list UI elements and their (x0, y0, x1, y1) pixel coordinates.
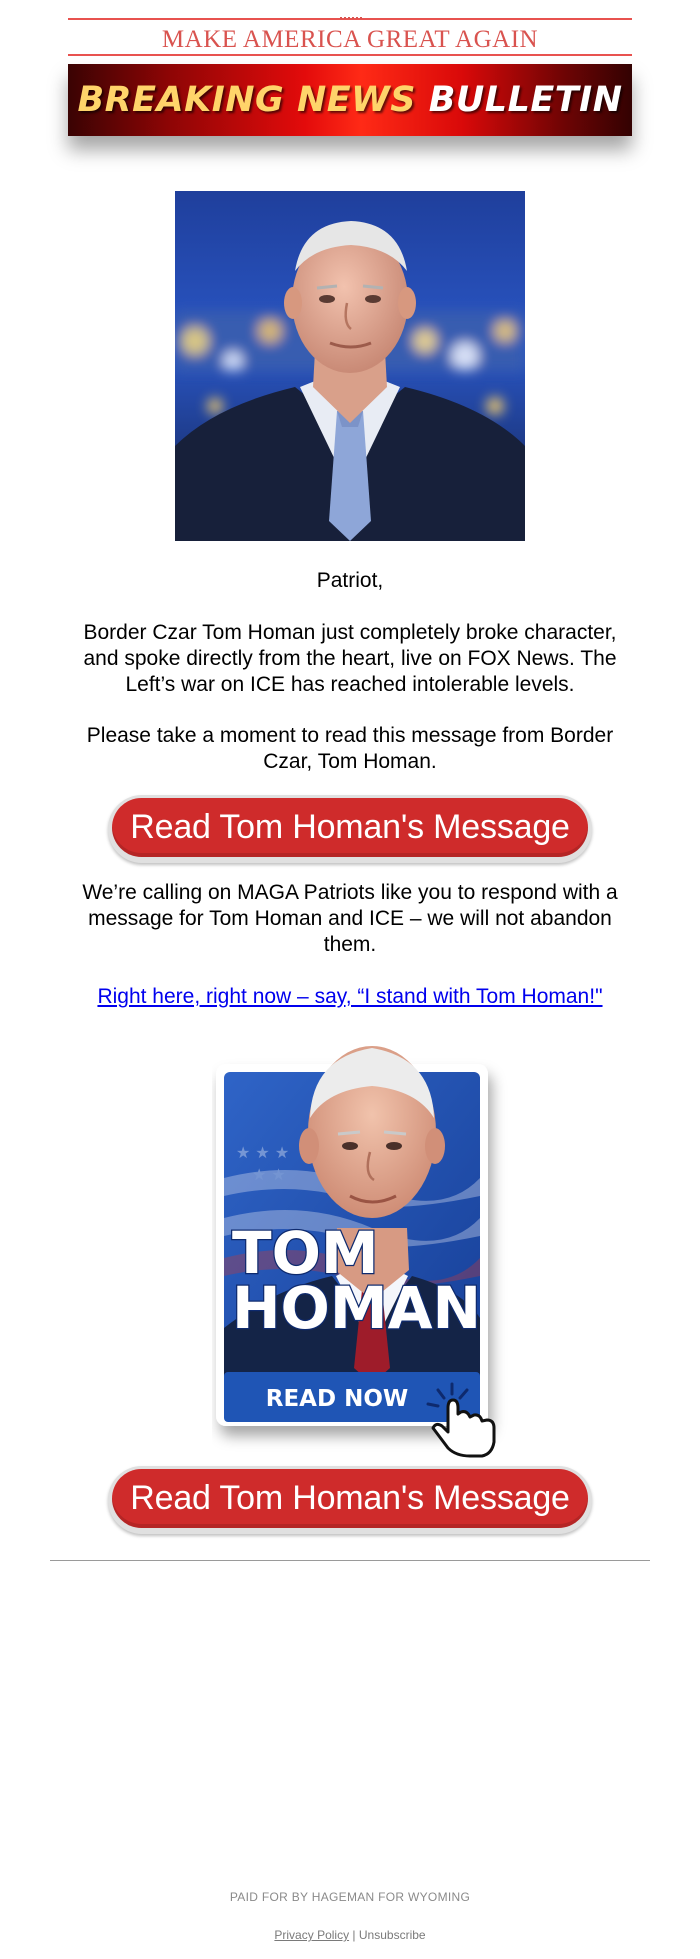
header-top-dots (340, 17, 362, 21)
call-to-action-paragraph: We’re calling on MAGA Patriots like you to respond with a message for Tom Homan and ICE – we will not abandon them. (82, 881, 618, 956)
privacy-policy-link[interactable]: Privacy Policy (274, 1928, 350, 1942)
read-message-button-2[interactable] (108, 1466, 592, 1534)
greeting-text: Patriot, (316, 569, 384, 592)
footer-divider (50, 1560, 650, 1561)
maga-title: MAKE AMERICA GREAT AGAIN (161, 26, 539, 53)
request-paragraph: Please take a moment to read this message from Border Czar, Tom Homan. (86, 724, 614, 773)
promo-name-line1: TOM (232, 1219, 379, 1287)
read-message-button[interactable] (108, 795, 592, 863)
paid-for-disclaimer: PAID FOR BY HAGEMAN FOR WYOMING (229, 1890, 471, 1904)
header-bottom-rule (68, 54, 632, 56)
read-message-button-label: Read Tom Homan's Message (130, 808, 570, 846)
banner-breaking-news: BREAKING NEWS (77, 80, 416, 120)
intro-paragraph: Border Czar Tom Homan just completely broke character, and spoke directly from the heart, live on FOX News. The Left’s war on ICE has reached intolerable levels. (83, 621, 617, 696)
read-message-button-2-label: Read Tom Homan's Message (130, 1479, 570, 1517)
breaking-news-banner (68, 64, 632, 136)
promo-read-now-label: READ NOW (265, 1386, 409, 1412)
unsubscribe-link[interactable]: Unsubscribe (358, 1928, 426, 1942)
stand-with-homan-link[interactable]: Right here, right now – say, “I stand with Tom Homan!" (97, 985, 603, 1008)
footer-links (0, 1928, 700, 1942)
svg-text:★ ★: ★ ★ (252, 1165, 286, 1184)
homan-news-photo[interactable] (175, 191, 525, 541)
promo-name-line2: HOMAN (232, 1274, 481, 1342)
banner-bulletin: BULLETIN (428, 80, 623, 120)
footer-separator: | (352, 1928, 356, 1942)
svg-text:★ ★ ★: ★ ★ ★ (236, 1143, 290, 1162)
tom-homan-promo-card[interactable] (212, 1028, 512, 1460)
